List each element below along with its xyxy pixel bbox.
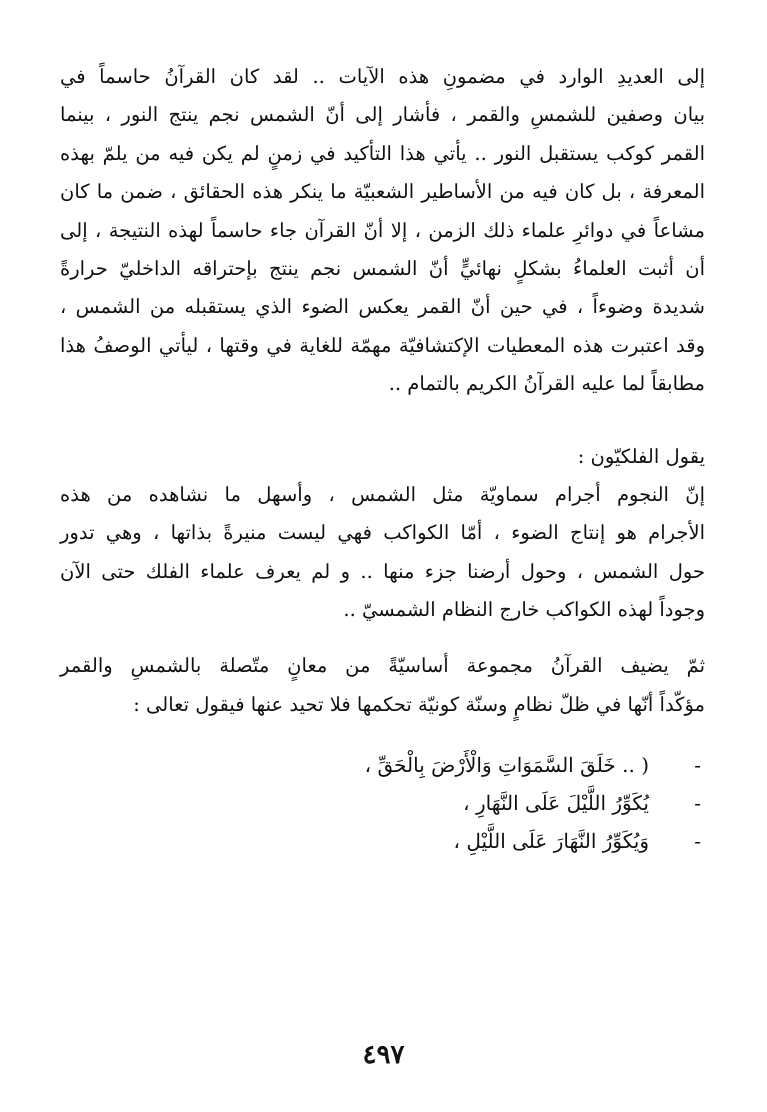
page-number: ٤٩٧ <box>362 1040 405 1070</box>
text-line: بيان وصفين للشمسِ والقمر ، فأشار إلى أنّ الشمس نجم ينتج النور ، بينما <box>60 103 705 127</box>
dash-marker: - <box>694 791 701 816</box>
text-line: مشاعاً في دوائرِ علماء ذلك الزمن ، إلا أنّ القرآن جاء حاسماً لهذه النتيجة ، إلى <box>60 218 705 242</box>
text-line: القمر كوكب يستقبل النور .. يأتي هذا التأكيد في زمنٍ لم يكن فيه من يلمّ بهذه <box>60 141 705 165</box>
spacer <box>60 404 705 438</box>
verse-text: ( .. خَلَقَ السَّمَوَاتِ وَالْأَرْضَ بِالْحَقِّ ، <box>364 753 649 778</box>
text-line: إلى العديدِ الوارد في مضمونِ هذه الآيات .. لقد كان القرآنُ حاسماً في <box>60 65 705 88</box>
text-line: مؤكّداً أنّها في ظلّ نظامٍ وسنّة كونيّة تحكمها فلا تحيد عنها فيقول تعالى : <box>133 692 705 716</box>
text-line: الأجرام هو إنتاج الضوء ، أمّا الكواكب فهي ليست منيرةً بذاتها ، وهي تدور <box>60 521 705 545</box>
list-item <box>60 822 705 860</box>
list-item <box>60 784 705 822</box>
verse-text: وَيُكَوِّرُ النَّهَارَ عَلَى اللَّيْلِ ، <box>453 829 649 854</box>
paragraph-quran-meanings <box>60 647 705 724</box>
dash-marker: - <box>694 753 701 778</box>
list-item <box>60 746 705 784</box>
paragraph-sun-moon-description <box>60 58 705 404</box>
text-line: إنّ النجوم أجرام سماويّة مثل الشمس ، وأسهل ما نشاهده من هذه <box>60 482 705 506</box>
verse-text: يُكَوِّرُ اللَّيْلَ عَلَى النَّهَارِ ، <box>463 791 649 816</box>
paragraph-astronomers-quote <box>60 476 705 630</box>
text-line: وجوداً لهذه الكواكب خارج النظام الشمسيّ .. <box>343 598 705 622</box>
text-line: حول الشمس ، وحول أرضنا جزء منها .. و لم يعرف علماء الفلك حتى الآن <box>60 559 705 583</box>
verse-list <box>60 746 705 860</box>
spacer <box>60 629 705 647</box>
dash-marker: - <box>694 829 701 854</box>
text-line: أن أثبت العلماءُ بشكلٍ نهائيٍّ أنّ الشمس نجم ينتج بإحتراقه الداخليّ حرارةً <box>60 256 705 280</box>
text-line: شديدة وضوءاً ، في حين أنّ القمر يعكس الضوء الذي يستقبله من الشمس ، <box>60 295 705 319</box>
text-line: المعرفة ، بل كان فيه من الأساطير الشعبيّة ما ينكر هذه الحقائق ، ضمن ما كان <box>60 180 705 204</box>
spacer <box>60 724 705 746</box>
document-page <box>60 58 705 860</box>
text-line: وقد اعتبرت هذه المعطيات الإكتشافيّة مهمّة للغاية في وقتها ، ليأتي الوصفُ هذا <box>60 333 705 357</box>
text-line: ثمّ يضيف القرآنُ مجموعة أساسيّةً من معانٍ متّصلة بالشمسِ والقمر <box>60 654 705 678</box>
section-heading: يقول الفلكيّون : <box>577 444 705 468</box>
text-line: مطابقاً لما عليه القرآنُ الكريم بالتمام .. <box>388 372 705 396</box>
